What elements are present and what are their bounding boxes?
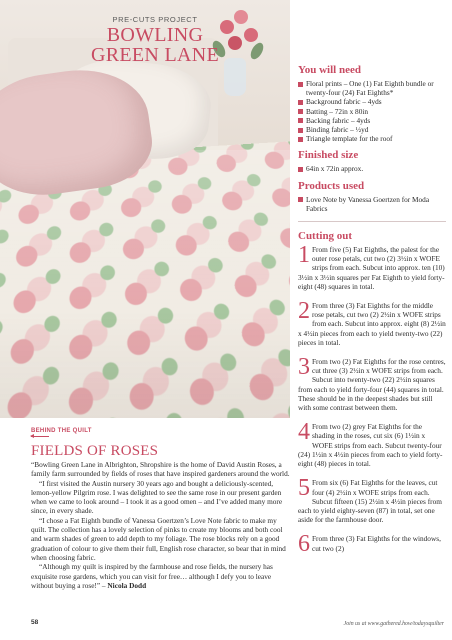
- story-paragraph: “I first visited the Austin nursery 30 years ago and bought a deliciously-scented, lemon-yellow Pilgrim rose. I was delighted to see the same rose in our present garden when we came to look around – I took it as a good omen – and I’ve added many more since, in every shade.: [31, 478, 283, 516]
- list-item: Love Note by Vanessa Goertzen for Moda Fabrics: [298, 195, 446, 213]
- you-will-need-list: [298, 79, 446, 143]
- arrow-left-icon: [31, 436, 49, 437]
- page-title: [70, 25, 240, 65]
- bullet-square-icon: [298, 82, 303, 87]
- step-text: From three (3) Fat Eighths for the middle rose petals, cut two (2) 2½in x WOFE strips from each. Subcut into approx. eight (8) 2½in x 4½in pieces from each to yield twenty-two (22) pieces in total.: [298, 301, 446, 347]
- story-body: [31, 460, 293, 590]
- story-heading: FIELDS OF ROSES: [31, 443, 159, 459]
- list-item: 64in x 72in approx.: [298, 164, 446, 173]
- list-item: Floral prints – One (1) Fat Eighth bundle or twenty-four (24) Fat Eighths*: [298, 79, 446, 97]
- finished-size-list: [298, 164, 446, 173]
- bullet-square-icon: [298, 118, 303, 123]
- cutting-step: [298, 298, 446, 347]
- story-author: Nicola Dodd: [107, 580, 147, 590]
- cutting-step: [298, 419, 446, 469]
- requirements-column: [298, 64, 446, 563]
- story-label: BEHIND THE QUILT: [31, 428, 92, 434]
- list-item: Binding fabric – ½yd: [298, 125, 446, 134]
- step-number: 4: [298, 419, 310, 446]
- story-paragraph: “Bowling Green Lane in Albrighton, Shropshire is the home of David Austin Roses, a family farm surrounded by fields of roses that have inspired gardeners around the world.: [31, 460, 290, 479]
- step-text: From six (6) Fat Eighths for the leaves, cut four (4) 2½in x WOFE strips from each. Subcut fifteen (15) 2½in x 4½in pieces from each to yield eighty-seven (87) in total, set one aside for the farmhouse door.: [298, 478, 442, 525]
- list-item: Backing fabric – 4yds: [298, 116, 446, 125]
- step-text: From three (3) Fat Eighths for the windows, cut two (2): [312, 534, 441, 553]
- bullet-square-icon: [298, 109, 303, 114]
- step-number: 2: [298, 298, 310, 325]
- finished-size-heading: Finished size: [298, 149, 359, 162]
- page-title-line-2: GREEN LANE: [91, 44, 219, 66]
- cutting-step: [298, 354, 446, 413]
- story-paragraph: “Although my quilt is inspired by the farmhouse and rose fields, the nursery has exquisite rose gardens, which you can visit for free… although I defy you to leave without buying a rose!” – Nicola Dodd: [31, 562, 273, 590]
- list-item: Background fabric – 4yds: [298, 97, 446, 106]
- list-item: Triangle template for the roof: [298, 134, 446, 143]
- cutting-step: [298, 242, 446, 291]
- bullet-square-icon: [298, 167, 303, 172]
- page-number: 58: [31, 619, 39, 626]
- list-item: Batting – 72in x 80in: [298, 107, 446, 116]
- step-text: From five (5) Fat Eighths, the palest for the outer rose petals, cut two (2) 3½in x WOFE strips from each. Subcut into approx. ten (10) 3½in x 3½in squares per Fat Eighth to yield forty-eight (48) squares in total.: [298, 245, 445, 291]
- bullet-square-icon: [298, 137, 303, 142]
- section-kicker: PRE-CUTS PROJECT: [112, 15, 198, 24]
- products-used-list: [298, 195, 446, 213]
- rose-decoration: [244, 28, 258, 42]
- story-paragraph: “I chose a Fat Eighth bundle of Vanessa Goertzen’s Love Note fabric to make my quilt. The collection has a lovely selection of pinks to create my blooms and both cool and warm shades of green to add depth to my foliage. The rose blocks rely on a good graduation of colour to give them their full, English rose character, so bear that in mind when choosing fabric.: [31, 515, 286, 562]
- step-number: 6: [298, 531, 310, 558]
- bullet-square-icon: [298, 128, 303, 133]
- step-number: 3: [298, 354, 310, 381]
- step-text: From two (2) grey Fat Eighths for the shading in the roses, cut six (6) 1½in x WOFE strips from each. Subcut twenty-four (24) 1½in x 4½in pieces from each to yield forty-eight (48) pieces in total.: [298, 422, 443, 469]
- step-text: From two (2) Fat Eighths for the rose centres, cut three (3) 2½in x WOFE strips from each. Subcut into twenty-two (22) 2½in squares from each to yield forty-four (44) squares in total. These should be in the deepest shades but still with some contrast between them.: [298, 357, 446, 413]
- section-divider: [298, 221, 446, 222]
- page-title-line-1: BOWLING: [106, 24, 204, 46]
- cutting-step: [298, 531, 446, 558]
- products-used-heading: Products used: [298, 179, 365, 192]
- cutting-step: [298, 475, 446, 525]
- footer-tagline: Join us at www.gathered.how/todaysquilter: [343, 621, 444, 627]
- step-number: 1: [298, 242, 310, 269]
- rose-decoration: [234, 10, 248, 24]
- you-will-need-heading: You will need: [298, 64, 361, 76]
- bullet-square-icon: [298, 100, 303, 105]
- bullet-square-icon: [298, 197, 303, 202]
- cutting-out-heading: Cutting out: [298, 230, 353, 243]
- step-number: 5: [298, 475, 310, 502]
